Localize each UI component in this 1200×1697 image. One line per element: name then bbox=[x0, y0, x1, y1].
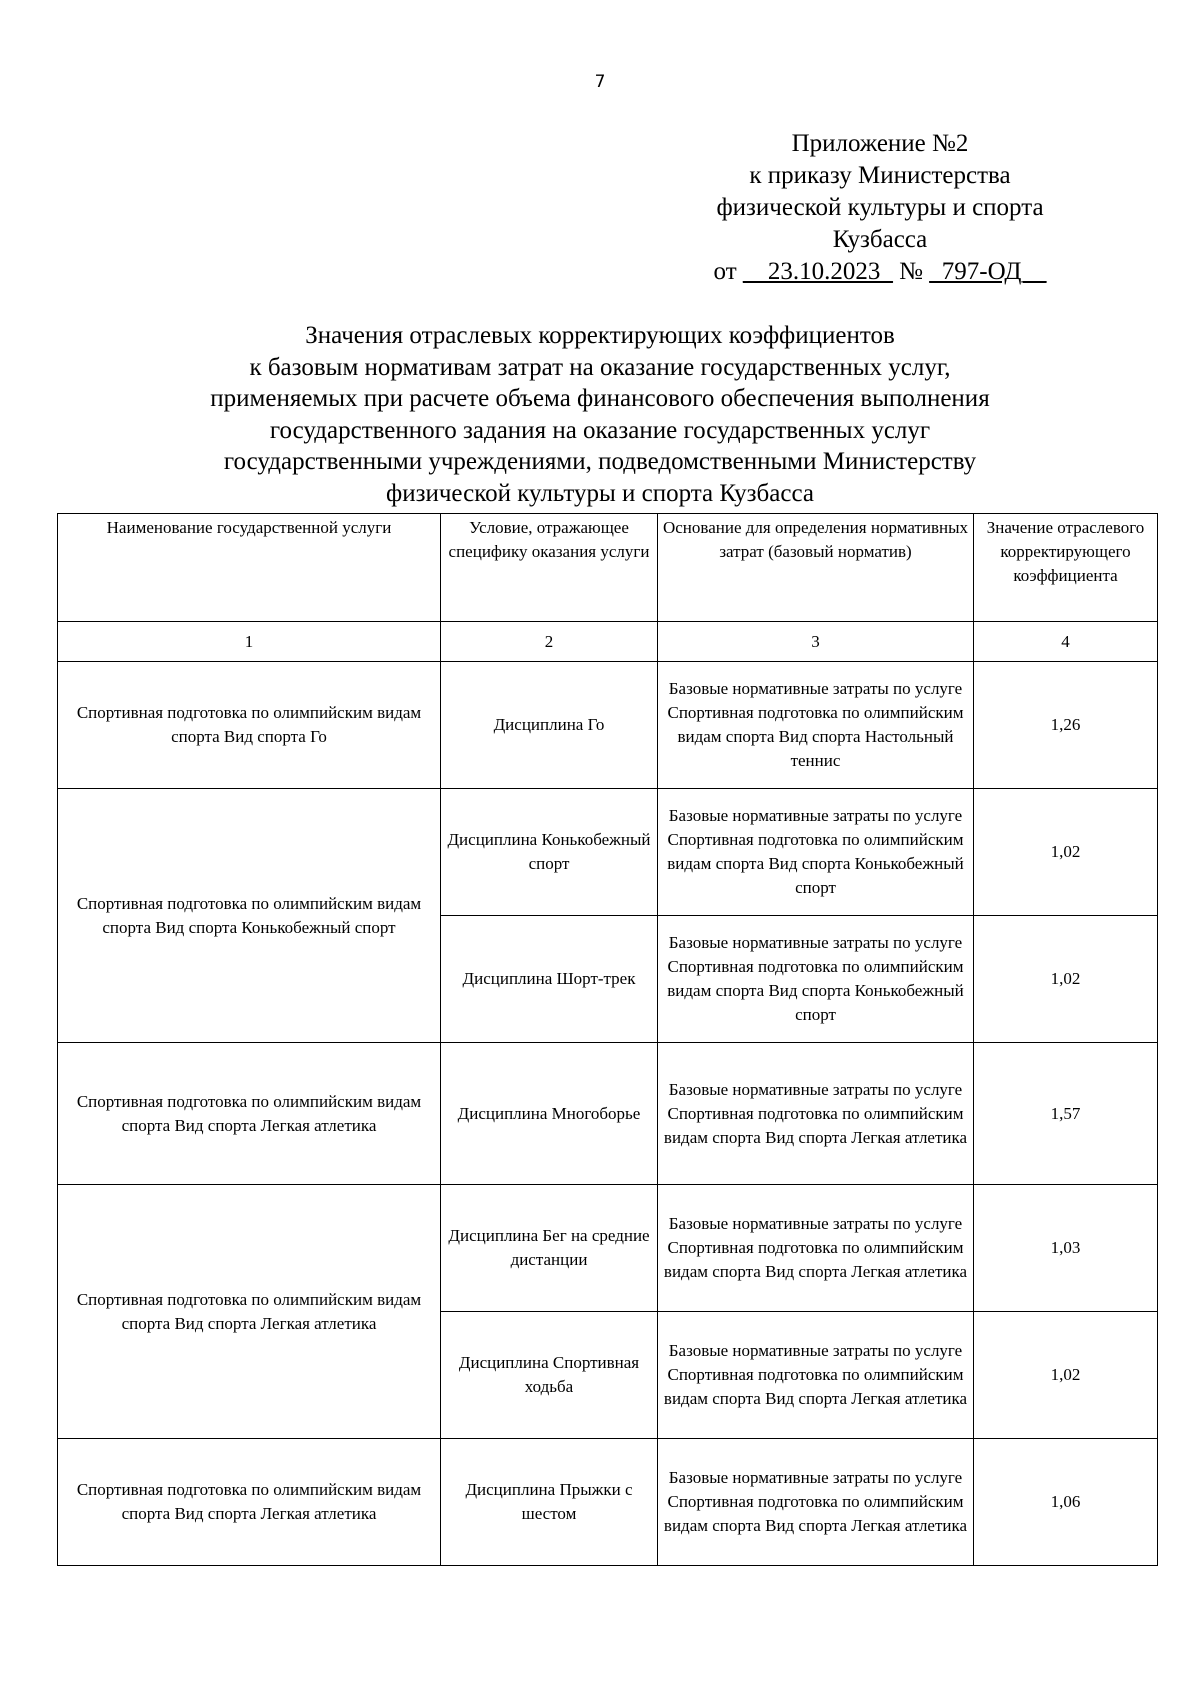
order-number: _797-ОД__ bbox=[929, 258, 1047, 285]
page-number: 7 bbox=[594, 72, 606, 92]
basis-cell: Базовые нормативные затраты по услуге Спортивная подготовка по олимпийским видам спорта Вид спорта Легкая атлетика bbox=[658, 1312, 974, 1439]
value-cell: 1,03 bbox=[974, 1185, 1158, 1312]
value-cell: 1,57 bbox=[974, 1043, 1158, 1185]
value-cell: 1,06 bbox=[974, 1439, 1158, 1566]
order-date: __23.10.2023_ bbox=[742, 258, 893, 285]
table-row bbox=[58, 662, 1158, 789]
appendix-line-3: физической культуры и спорта bbox=[716, 194, 1044, 221]
service-cell: Спортивная подготовка по олимпийским видам спорта Вид спорта Легкая атлетика bbox=[58, 1439, 441, 1566]
coefficients-table bbox=[57, 513, 1158, 1566]
basis-cell: Базовые нормативные затраты по услуге Спортивная подготовка по олимпийским видам спорта Вид спорта Конькобежный спорт bbox=[658, 789, 974, 916]
basis-cell: Базовые нормативные затраты по услуге Спортивная подготовка по олимпийским видам спорта Вид спорта Настольный теннис bbox=[658, 662, 974, 789]
number-prefix: № bbox=[899, 258, 924, 285]
condition-cell: Дисциплина Многоборье bbox=[441, 1043, 658, 1185]
basis-cell: Базовые нормативные затраты по услуге Спортивная подготовка по олимпийским видам спорта Вид спорта Конькобежный спорт bbox=[658, 916, 974, 1043]
header-value: Значение отраслевого корректирующего коэффициента bbox=[974, 514, 1158, 622]
value-cell: 1,02 bbox=[974, 916, 1158, 1043]
header-service: Наименование государственной услуги bbox=[58, 514, 441, 622]
value-cell: 1,02 bbox=[974, 1312, 1158, 1439]
title-line-1: Значения отраслевых корректирующих коэффициентов bbox=[305, 322, 895, 349]
basis-cell: Базовые нормативные затраты по услуге Спортивная подготовка по олимпийским видам спорта Вид спорта Легкая атлетика bbox=[658, 1439, 974, 1566]
service-cell: Спортивная подготовка по олимпийским видам спорта Вид спорта Го bbox=[58, 662, 441, 789]
header-condition: Условие, отражающее специфику оказания услуги bbox=[441, 514, 658, 622]
title-line-4: государственного задания на оказание государственных услуг bbox=[269, 416, 931, 444]
date-prefix: от bbox=[713, 258, 737, 285]
title-line-5: государственными учреждениями, подведомственными Министерству bbox=[223, 448, 977, 475]
value-cell: 1,02 bbox=[974, 789, 1158, 916]
appendix-line-2: к приказу Министерства bbox=[749, 162, 1011, 189]
condition-cell: Дисциплина Бег на средние дистанции bbox=[441, 1185, 658, 1312]
condition-cell: Дисциплина Шорт-трек bbox=[441, 916, 658, 1043]
column-number-1: 1 bbox=[58, 622, 441, 662]
table-row bbox=[58, 1185, 1158, 1312]
basis-cell: Базовые нормативные затраты по услуге Спортивная подготовка по олимпийским видам спорта Вид спорта Легкая атлетика bbox=[658, 1043, 974, 1185]
appendix-line-1: Приложение №2 bbox=[791, 130, 969, 157]
appendix-header bbox=[680, 128, 1080, 288]
appendix-date-line bbox=[680, 256, 1080, 288]
condition-cell: Дисциплина Конькобежный спорт bbox=[441, 789, 658, 916]
title-line-2: к базовым нормативам затрат на оказание государственных услуг, bbox=[249, 353, 951, 381]
column-number-2: 2 bbox=[441, 622, 658, 662]
document-title bbox=[60, 320, 1140, 509]
table-row bbox=[58, 1043, 1158, 1185]
title-line-6: физической культуры и спорта Кузбасса bbox=[386, 479, 814, 507]
condition-cell: Дисциплина Го bbox=[441, 662, 658, 789]
appendix-line-4: Кузбасса bbox=[832, 226, 928, 253]
service-cell: Спортивная подготовка по олимпийским видам спорта Вид спорта Конькобежный спорт bbox=[58, 789, 441, 1043]
value-cell: 1,26 bbox=[974, 662, 1158, 789]
service-cell: Спортивная подготовка по олимпийским видам спорта Вид спорта Легкая атлетика bbox=[58, 1043, 441, 1185]
table-row bbox=[58, 789, 1158, 916]
condition-cell: Дисциплина Прыжки с шестом bbox=[441, 1439, 658, 1566]
header-basis: Основание для определения нормативных затрат (базовый норматив) bbox=[658, 514, 974, 622]
basis-cell: Базовые нормативные затраты по услуге Спортивная подготовка по олимпийским видам спорта Вид спорта Легкая атлетика bbox=[658, 1185, 974, 1312]
column-number-4: 4 bbox=[974, 622, 1158, 662]
service-cell: Спортивная подготовка по олимпийским видам спорта Вид спорта Легкая атлетика bbox=[58, 1185, 441, 1439]
column-number-3: 3 bbox=[658, 622, 974, 662]
title-line-3: применяемых при расчете объема финансового обеспечения выполнения bbox=[210, 385, 990, 412]
table-row bbox=[58, 1439, 1158, 1566]
condition-cell: Дисциплина Спортивная ходьба bbox=[441, 1312, 658, 1439]
